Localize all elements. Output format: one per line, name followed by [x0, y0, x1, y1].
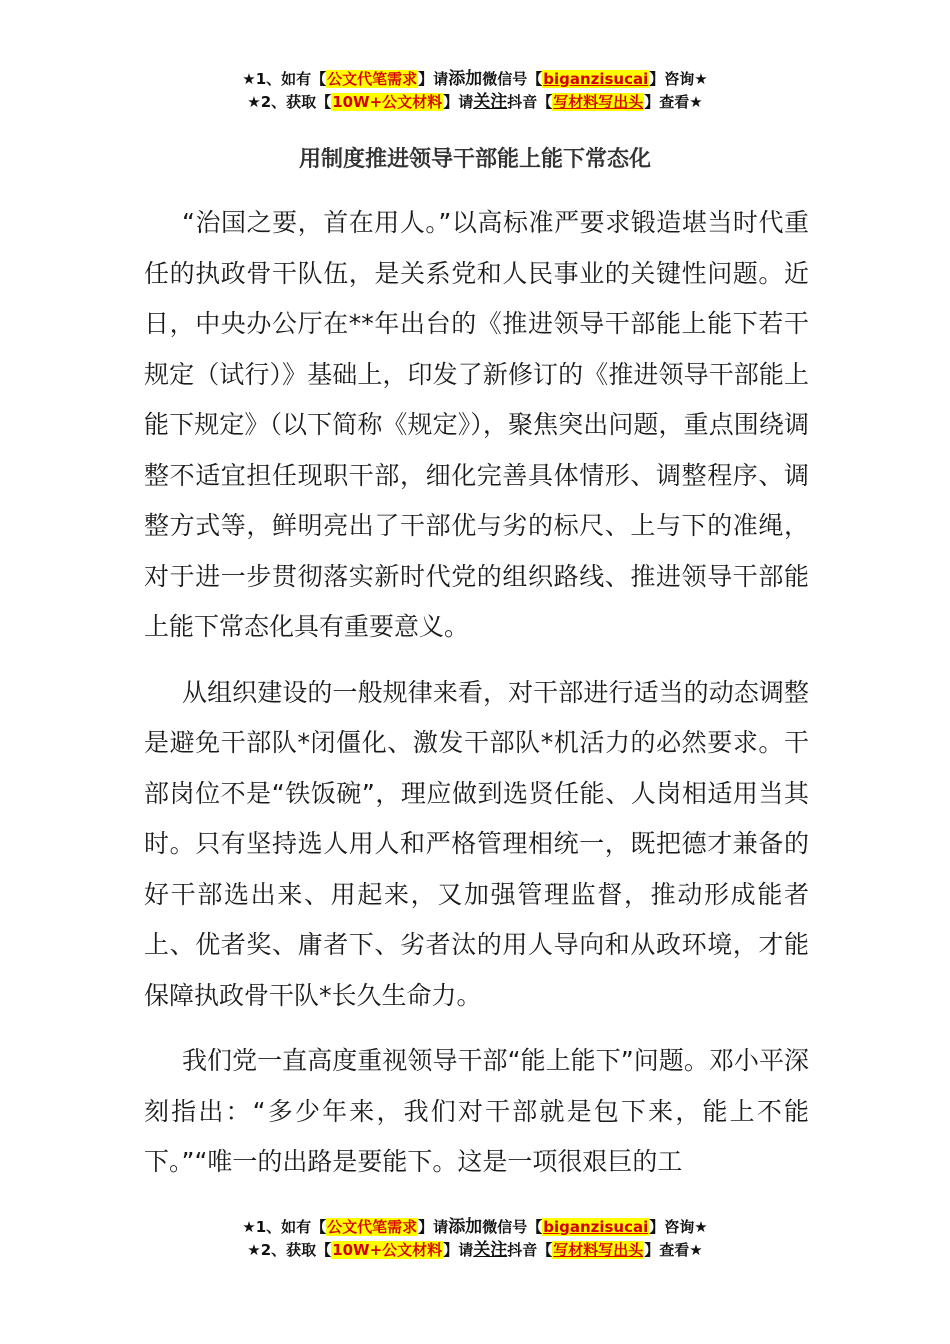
paragraph-1: “治国之要，首在用人。”以高标准严要求锻造堪当时代重任的执政骨干队伍，是关系党和人民事业的关键性问题。近日，中央办公厅在**年出台的《推进领导干部能上能下若干规定（试行）》基础上，印发了新修订的《推进领导干部能上能下规定》（以下简称《规定》），聚焦突出问题，重点围绕调整不适宜担任现职干部，细化完善具体情形、调整程序、调整方式等，鲜明亮出了干部优与劣的标尺、上与下的准绳，对于进一步贯彻落实新时代党的组织路线、推进领导干部能上能下常态化具有重要意义。	[144, 208, 809, 641]
promo-line-1: ★1、如有【公文代笔需求】请添加微信号【biganzisucai】咨询★	[242, 1217, 708, 1237]
promo-wechat-id: biganzisucai	[543, 1218, 649, 1236]
promo-highlight-materials: 10W+公文材料	[332, 1241, 443, 1259]
promo-highlight-service: 公文代笔需求	[327, 70, 418, 88]
document-body	[144, 198, 809, 1203]
promo-line-2: ★2、获取【10W+公文材料】请关注抖音【写材料写出头】查看★	[247, 1240, 703, 1260]
promo-highlight-materials: 10W+公文材料	[332, 93, 443, 111]
footer-promo-banner	[0, 1216, 950, 1262]
paragraph-2: 从组织建设的一般规律来看，对干部进行适当的动态调整是避免干部队*闭僵化、激发干部队*机活力的必然要求。干部岗位不是“铁饭碗”，理应做到选贤任能、人岗相适用当其时。只有坚持选人用人和严格管理相统一，既把德才兼备的好干部选出来、用起来，又加强管理监督，推动形成能者上、优者奖、庸者下、劣者汰的用人导向和从政环境，才能保障执政骨干队*长久生命力。	[144, 677, 809, 1010]
promo-emphasis-follow: 关注	[473, 92, 508, 112]
promo-line-2: ★2、获取【10W+公文材料】请关注抖音【写材料写出头】查看★	[247, 92, 703, 112]
promo-emphasis-follow: 关注	[473, 1240, 508, 1260]
promo-douyin-id: 写材料写出头	[553, 1241, 644, 1259]
promo-highlight-service: 公文代笔需求	[327, 1218, 418, 1236]
promo-douyin-id: 写材料写出头	[553, 93, 644, 111]
paragraph-3: 我们党一直高度重视领导干部“能上能下”问题。邓小平深刻指出：“多少年来，我们对干部就是包下来，能上不能下。”“唯一的出路是要能下。这是一项很艰巨的工	[144, 1046, 809, 1176]
document-title: 用制度推进领导干部能上能下常态化	[298, 147, 651, 172]
promo-emphasis-add: 添加	[448, 69, 483, 89]
promo-line-1: ★1、如有【公文代笔需求】请添加微信号【biganzisucai】咨询★	[242, 69, 708, 89]
promo-wechat-id: biganzisucai	[543, 70, 649, 88]
header-promo-banner	[0, 68, 950, 114]
promo-emphasis-add: 添加	[448, 1217, 483, 1237]
